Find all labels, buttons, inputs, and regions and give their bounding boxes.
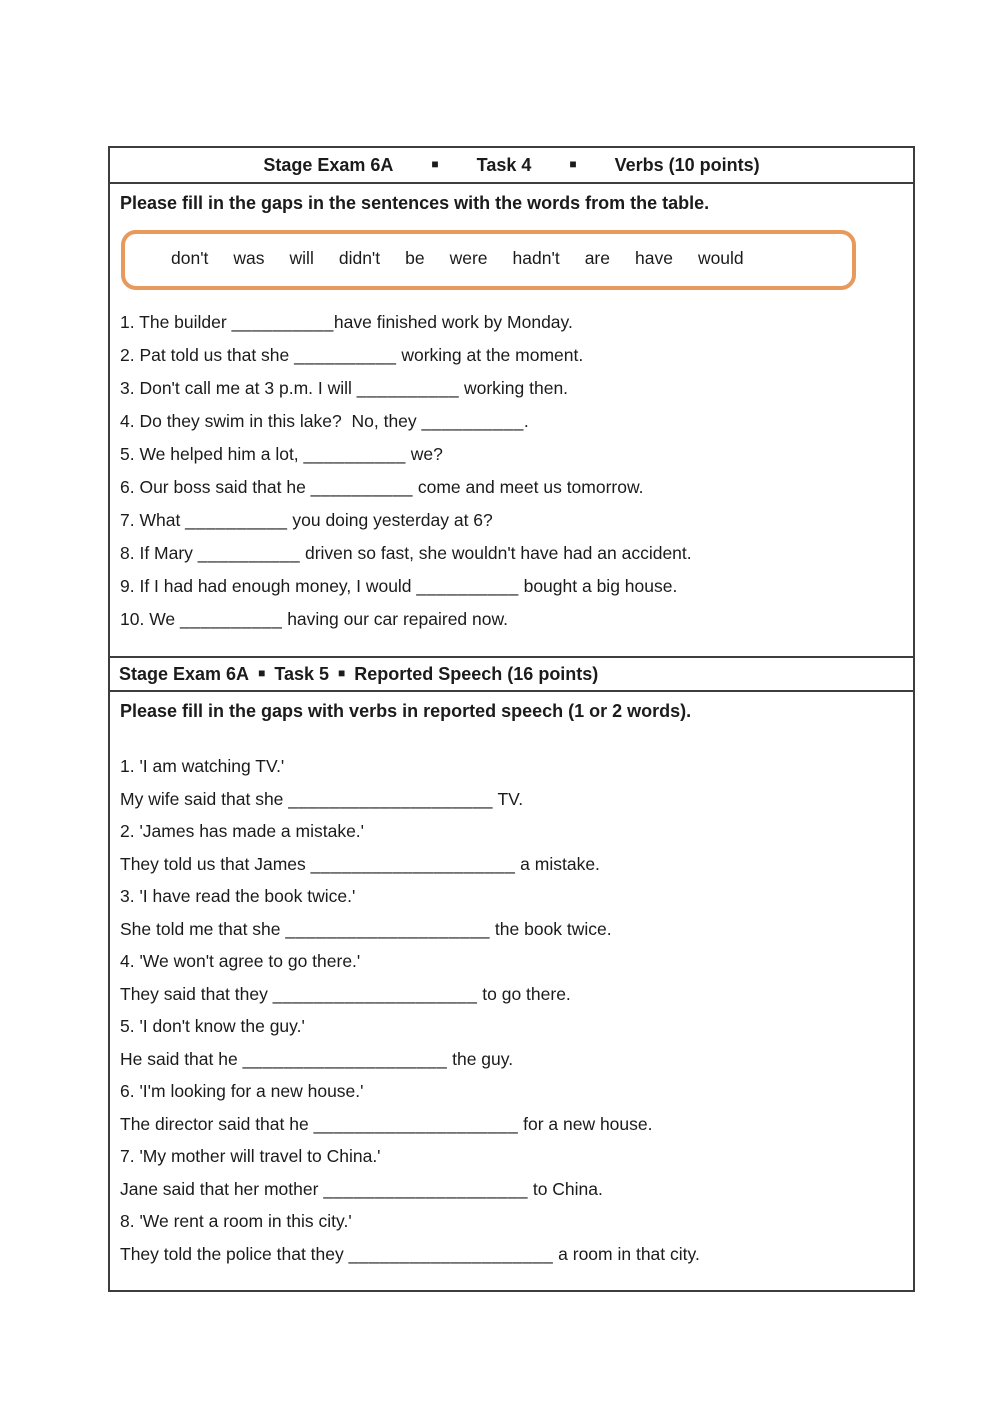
- task5-header-exam-title: Stage Exam 6A: [119, 663, 250, 684]
- sentence-text-before: She told me that she: [120, 918, 286, 939]
- bullet-separator-icon: ■: [569, 157, 577, 171]
- sentence-text-after: you doing yesterday at 6?: [287, 509, 493, 530]
- sentence-text-after: a mistake.: [515, 853, 600, 874]
- sentence-row: [120, 438, 901, 471]
- task4-instruction: Please fill in the gaps in the sentences with the words from the table.: [120, 193, 710, 213]
- reported-speech-item: [120, 945, 901, 1010]
- task5-header-task-label: Task 5: [274, 663, 330, 684]
- reported-speech-item: [120, 1205, 901, 1270]
- answer-gap[interactable]: ____________________: [288, 788, 493, 809]
- sentence-text-before: They said that they: [120, 983, 273, 1004]
- word-bank-item: didn't: [338, 248, 381, 269]
- quote-prompt: 3. 'I have read the book twice.': [120, 886, 356, 907]
- answer-row: [120, 978, 901, 1011]
- quote-prompt: 7. 'My mother will travel to China.': [120, 1146, 381, 1167]
- sentence-text-after: TV.: [492, 788, 524, 809]
- quote-prompt: 1. 'I am watching TV.': [120, 756, 285, 777]
- sentence-text-after: working at the moment.: [396, 344, 584, 365]
- reported-speech-item: [120, 1010, 901, 1075]
- sentence-row: [120, 471, 901, 504]
- word-bank-item: be: [405, 248, 425, 269]
- sentence-text-after: having our car repaired now.: [282, 608, 509, 629]
- sentence-text-before: 10. We: [120, 608, 180, 629]
- reported-speech-item: [120, 815, 901, 880]
- sentence-text-before: They told the police that they: [120, 1243, 349, 1264]
- sentence-text-before: 5. We helped him a lot,: [120, 443, 304, 464]
- word-bank-item: will: [289, 248, 314, 269]
- quote-prompt: 6. 'I'm looking for a new house.': [120, 1081, 364, 1102]
- answer-gap[interactable]: __________: [356, 377, 460, 398]
- sentence-text-after: for a new house.: [518, 1113, 653, 1134]
- task4-body: [110, 182, 913, 656]
- sentence-text-before: 6. Our boss said that he: [120, 476, 311, 497]
- sentence-text-before: 8. If Mary: [120, 542, 198, 563]
- sentence-text-before: My wife said that she: [120, 788, 289, 809]
- sentence-text-before: 3. Don't call me at 3 p.m. I will: [120, 377, 357, 398]
- sentence-text-before: 2. Pat told us that she: [120, 344, 295, 365]
- sentence-text-before: They told us that James: [120, 853, 311, 874]
- sentence-text-after: the book twice.: [490, 918, 612, 939]
- bullet-separator-icon: ■: [338, 665, 346, 680]
- sentence-text-before: Jane said that her mother: [120, 1178, 324, 1199]
- sentence-text-before: 1. The builder: [120, 311, 232, 332]
- sentence-text-after: come and meet us tomorrow.: [413, 476, 644, 497]
- sentence-text-before: 7. What: [120, 509, 186, 530]
- reported-speech-item: [120, 1075, 901, 1140]
- word-bank-item: were: [449, 248, 488, 269]
- answer-gap[interactable]: __________: [421, 410, 524, 431]
- sentence-text-after: driven so fast, she wouldn't have had an accident.: [300, 542, 692, 563]
- exam-table: [108, 146, 915, 1292]
- sentence-text-after: .: [523, 410, 529, 431]
- answer-row: [120, 783, 901, 816]
- sentence-text-after: bought a big house.: [518, 575, 678, 596]
- answer-gap[interactable]: ____________________: [348, 1243, 554, 1264]
- quote-prompt: 8. 'We rent a room in this city.': [120, 1211, 352, 1232]
- sentence-text-after: the guy.: [447, 1048, 514, 1069]
- sentence-row: [120, 339, 901, 372]
- answer-gap[interactable]: ____________________: [285, 918, 491, 939]
- reported-speech-item: [120, 750, 901, 815]
- answer-gap[interactable]: __________: [185, 509, 288, 530]
- sentence-row: [120, 537, 901, 570]
- sentence-row: [120, 405, 901, 438]
- sentence-text-after: to go there.: [477, 983, 571, 1004]
- answer-gap[interactable]: __________: [180, 608, 283, 629]
- answer-gap[interactable]: ____________________: [310, 853, 516, 874]
- answer-row: [120, 1173, 901, 1206]
- word-bank-item: don't: [171, 248, 209, 269]
- answer-gap[interactable]: ____________________: [313, 1113, 519, 1134]
- sentence-text-after: have finished work by Monday.: [333, 311, 573, 332]
- word-bank-item: hadn't: [512, 248, 560, 269]
- answer-gap[interactable]: __________: [416, 575, 519, 596]
- answer-row: [120, 848, 901, 881]
- sentence-text-before: 9. If I had had enough money, I would: [120, 575, 417, 596]
- sentence-row: [120, 504, 901, 537]
- answer-row: [120, 1108, 901, 1141]
- task5-header-topic-label: Reported Speech (16 points): [354, 663, 599, 684]
- reported-speech-item: [120, 880, 901, 945]
- answer-gap[interactable]: __________: [197, 542, 301, 563]
- task5-header: [110, 656, 913, 690]
- sentence-row: [120, 306, 901, 339]
- sentence-row: [120, 603, 901, 636]
- task4-header-exam-title: Stage Exam 6A: [263, 154, 394, 175]
- word-bank-item: are: [584, 248, 610, 269]
- sentence-text-after: we?: [405, 443, 443, 464]
- quote-prompt: 5. 'I don't know the guy.': [120, 1016, 305, 1037]
- sentence-row: [120, 372, 901, 405]
- bullet-separator-icon: ■: [258, 665, 266, 680]
- task4-header: [110, 148, 913, 182]
- bullet-separator-icon: ■: [431, 157, 439, 171]
- word-bank: [121, 230, 856, 290]
- task4-header-topic-label: Verbs (10 points): [614, 154, 760, 175]
- answer-row: [120, 1043, 901, 1076]
- answer-row: [120, 913, 901, 946]
- answer-row: [120, 1238, 901, 1271]
- word-bank-item: was: [233, 248, 265, 269]
- reported-speech-item: [120, 1140, 901, 1205]
- quote-prompt: 2. 'James has made a mistake.': [120, 821, 365, 842]
- sentence-text-after: a room in that city.: [553, 1243, 700, 1264]
- word-bank-item: would: [697, 248, 744, 269]
- task5-body: [110, 690, 913, 1290]
- answer-gap[interactable]: __________: [303, 443, 406, 464]
- answer-gap[interactable]: ____________________: [272, 983, 478, 1004]
- sentence-text-after: working then.: [459, 377, 569, 398]
- task4-header-task-label: Task 4: [476, 154, 532, 175]
- sentence-text-before: 4. Do they swim in this lake? No, they: [120, 410, 422, 431]
- answer-gap[interactable]: ____________________: [323, 1178, 528, 1199]
- sentence-text-before: He said that he: [120, 1048, 243, 1069]
- word-bank-item: have: [634, 248, 673, 269]
- sentence-text-before: The director said that he: [120, 1113, 314, 1134]
- answer-gap[interactable]: __________: [231, 311, 334, 332]
- sentence-row: [120, 570, 901, 603]
- task4-sentences: [120, 306, 901, 636]
- answer-gap[interactable]: ____________________: [242, 1048, 448, 1069]
- task5-items: [120, 750, 901, 1270]
- task5-instruction: Please fill in the gaps with verbs in reported speech (1 or 2 words).: [120, 700, 692, 721]
- answer-gap[interactable]: __________: [310, 476, 413, 497]
- answer-gap[interactable]: __________: [294, 344, 397, 365]
- sentence-text-after: to China.: [527, 1178, 603, 1199]
- quote-prompt: 4. 'We won't agree to go there.': [120, 951, 361, 972]
